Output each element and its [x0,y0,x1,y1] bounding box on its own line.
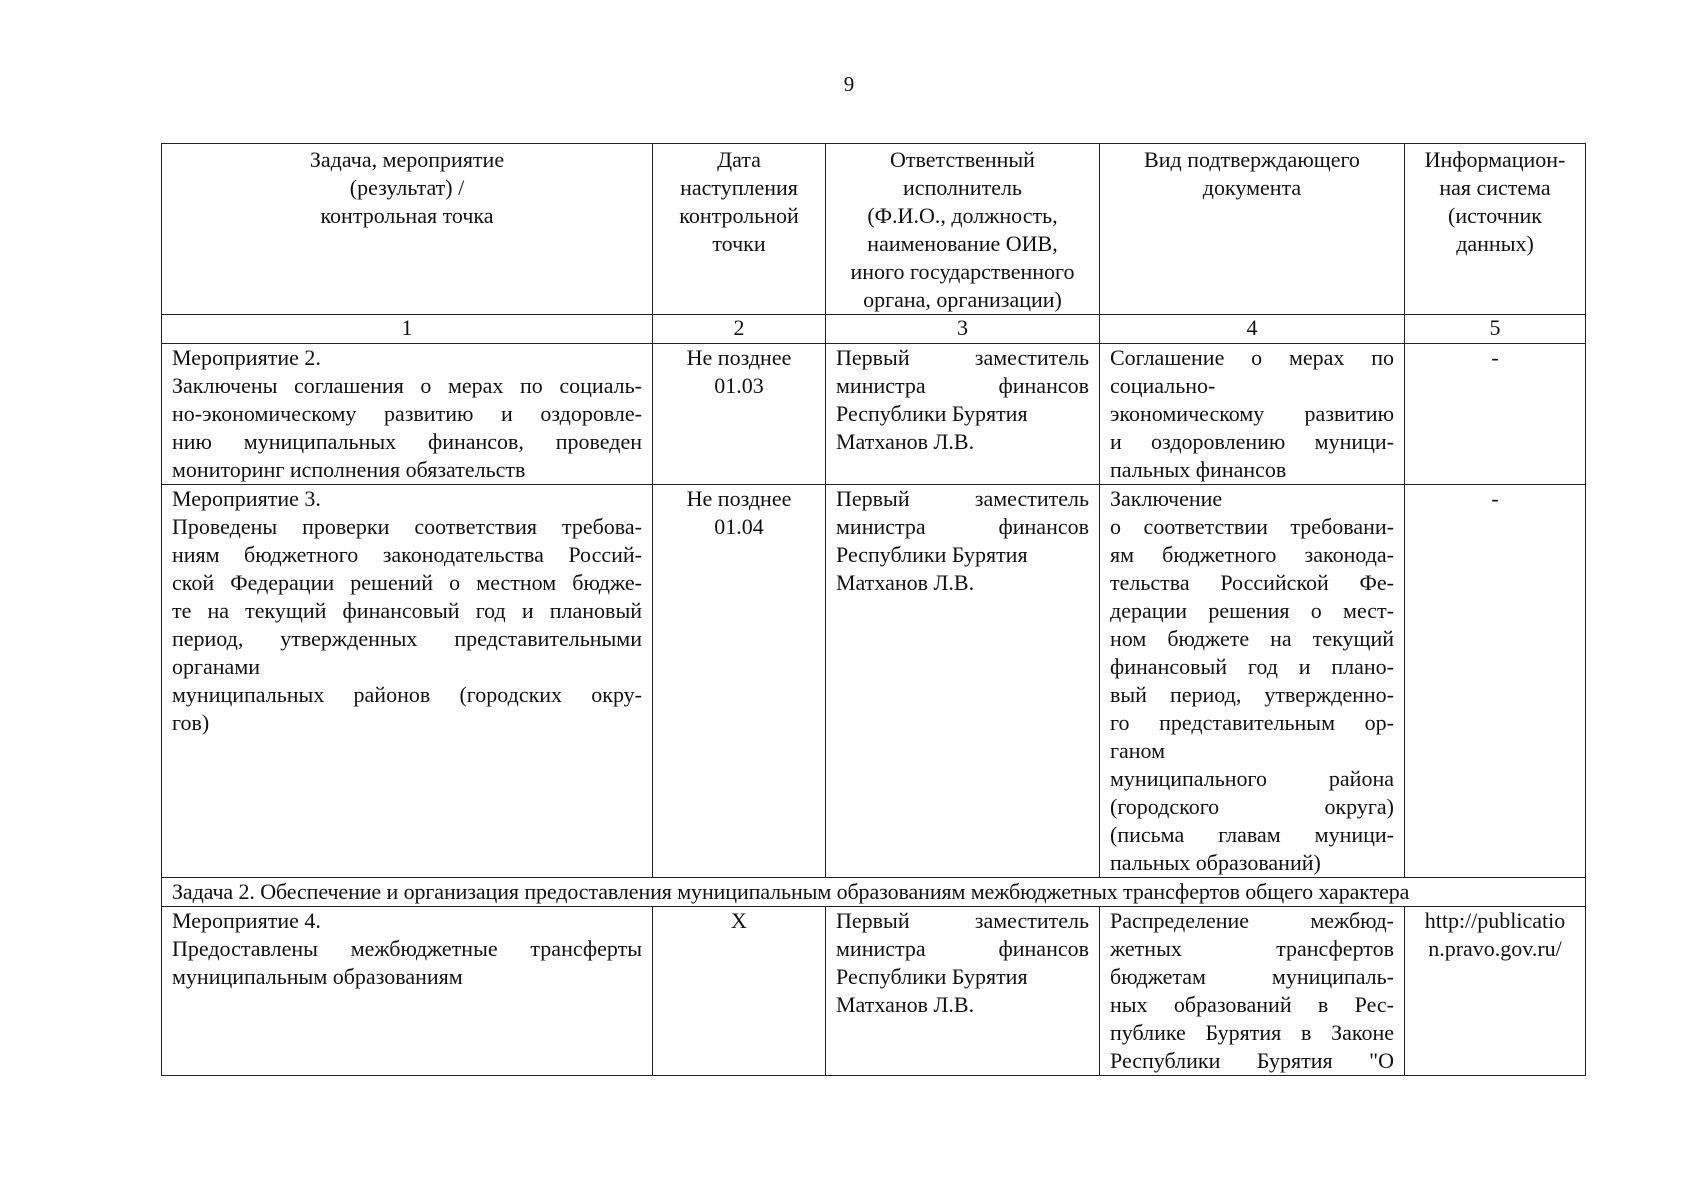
header-line: точки [712,231,766,256]
cell-line: пальных образований) [1110,850,1321,875]
date-cell [653,485,826,878]
header-line: контрольная точка [320,203,494,228]
cell-line: нию муниципальных финансов, проведен [172,429,642,454]
header-line: ная система [1439,175,1551,200]
task-heading-text: Задача 2. Обеспечение и организация предоставления муниципальным образованиям межбюджетных трансфертов общего характера [172,879,1410,904]
header-line: Дата [717,147,761,172]
column-number: 2 [653,315,826,344]
cell-line: пальных финансов [1110,457,1287,482]
page-number: 9 [843,72,855,96]
cell-line: муниципального района [1110,766,1394,791]
cell-line: тельства Российской Фе- [1110,570,1394,595]
cell-line: (городского округа) [1110,794,1394,819]
cell-line: ям бюджетного законода- [1110,542,1394,567]
cell-line: ных образований в Рес- [1110,992,1394,1017]
cell-line: Мероприятие 4. [172,908,321,933]
cell-line: муниципальных районов (городских окру- [172,682,642,707]
cell-line: Первый заместитель [836,486,1089,511]
cell-line: вый период, утвержденно- [1110,682,1394,707]
task-cell [162,344,653,485]
cell-line: период, утвержденных представительными [172,626,642,651]
executor-cell [826,344,1100,485]
cell-line: Соглашение о мерах по [1110,345,1394,370]
date-cell [653,907,826,1076]
cell-line: Мероприятие 2. [172,345,321,370]
cell-line: Не позднее [686,486,792,511]
system-cell [1405,344,1586,485]
cell-line: Матханов Л.В. [836,429,975,454]
cell-line: Матханов Л.В. [836,992,975,1017]
header-task [162,144,653,315]
cell-line: Первый заместитель [836,908,1089,933]
table-header-row [162,144,1586,315]
header-line: данных) [1456,231,1534,256]
cell-line: Республики Бурятия [836,964,1028,989]
cell-line: ниям бюджетного законодательства Россий- [172,542,642,567]
source-link-line[interactable]: http://publicatio [1424,908,1566,933]
task-heading [162,878,1586,907]
header-line: Ответственный [890,147,1035,172]
header-system [1405,144,1586,315]
date-cell [653,344,826,485]
cell-line: Республики Бурятия "О [1110,1048,1394,1073]
header-line: Вид подтверждающего [1144,147,1360,172]
document-cell [1100,344,1405,485]
cell-line: о соответствии требовани- [1110,514,1394,539]
document-cell [1100,485,1405,878]
cell-line: го представительным ор- [1110,710,1394,735]
cell-line: но-экономическому развитию и оздоровле- [172,401,642,426]
cell-line: дерации решения о мест- [1110,598,1394,623]
cell-line: - [1491,486,1499,511]
header-line: исполнитель [903,175,1022,200]
cell-line: Распределение межбюд- [1110,908,1394,933]
header-document [1100,144,1405,315]
header-line: контрольной [679,203,799,228]
cell-line: ской Федерации решений о местном бюдже- [172,570,642,595]
header-line: (источник [1448,203,1542,228]
executor-cell [826,907,1100,1076]
cell-line: министра финансов [836,514,1089,539]
cell-line: Проведены проверки соответствия требова- [172,514,642,539]
cell-line: (письма главам муници- [1110,822,1394,847]
cell-line: министра финансов [836,373,1089,398]
table-row [162,485,1586,878]
table-row [162,344,1586,485]
system-cell [1405,485,1586,878]
cell-line: органами [172,654,261,679]
header-line: документа [1202,175,1302,200]
task-cell [162,907,653,1076]
task-heading-row [162,878,1586,907]
cell-line: гов) [172,710,210,735]
column-number: 1 [162,315,653,344]
cell-line: те на текущий финансовый год и плановый [172,598,642,623]
header-line: Информацион- [1424,147,1566,172]
cell-line: муниципальным образованиям [172,964,463,989]
column-number: 3 [826,315,1100,344]
cell-line: мониторинг исполнения обязательств [172,457,526,482]
cell-line: Не позднее [686,345,792,370]
cell-line: жетных трансфертов [1110,936,1394,961]
header-executor [826,144,1100,315]
header-line: иного государственного [850,259,1075,284]
cell-line: Первый заместитель [836,345,1089,370]
cell-line: Мероприятие 3. [172,486,321,511]
cell-line: Предоставлены межбюджетные трансферты [172,936,642,961]
header-line: наименование ОИВ, [867,231,1058,256]
header-line: (Ф.И.О., должность, [867,203,1058,228]
cell-line: публике Бурятия в Законе [1110,1020,1394,1045]
cell-line: Заключены соглашения о мерах по социаль- [172,373,642,398]
header-line: органа, организации) [863,287,1062,312]
cell-line: Республики Бурятия [836,542,1028,567]
cell-line: Х [731,908,747,933]
column-number: 4 [1100,315,1405,344]
header-line: наступления [680,175,798,200]
cell-line: - [1491,345,1499,370]
header-line: Задача, мероприятие [309,147,505,172]
cell-line: социально- [1110,373,1216,398]
cell-line: Матханов Л.В. [836,570,975,595]
cell-line: экономическому развитию [1110,401,1394,426]
header-date [653,144,826,315]
table-row [162,907,1586,1076]
column-number: 5 [1405,315,1586,344]
header-line: (результат) / [349,175,465,200]
task-cell [162,485,653,878]
document-cell [1100,907,1405,1076]
cell-line: бюджетам муниципаль- [1110,964,1394,989]
source-link-line[interactable]: n.pravo.gov.ru/ [1428,936,1562,961]
cell-line: 01.04 [714,514,764,539]
cell-line: Республики Бурятия [836,401,1028,426]
cell-line: министра финансов [836,936,1089,961]
cell-line: Заключение [1110,486,1223,511]
column-numbers-row [162,315,1586,344]
cell-line: 01.03 [714,373,764,398]
system-cell [1405,907,1586,1076]
cell-line: ганом [1110,738,1166,763]
cell-line: финансовый год и плано- [1110,654,1394,679]
cell-line: и оздоровлению муници- [1110,429,1394,454]
control-points-table [161,143,1586,1076]
executor-cell [826,485,1100,878]
cell-line: ном бюджете на текущий [1110,626,1394,651]
